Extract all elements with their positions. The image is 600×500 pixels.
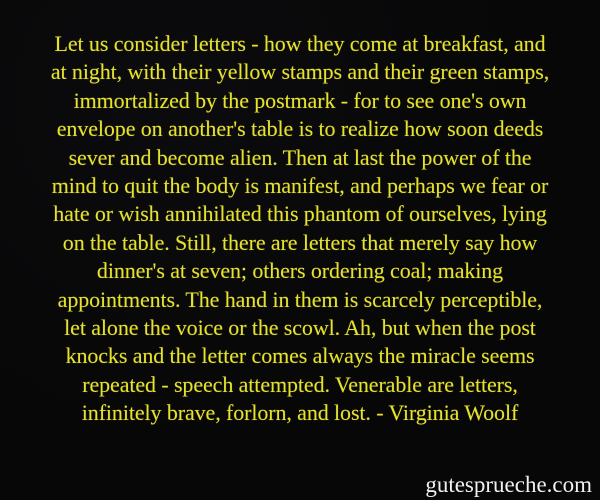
quote-line: mind to quit the body is manifest, and perhaps we fear or: [51, 173, 549, 199]
quote-line: Let us consider letters - how they come at breakfast, and: [54, 31, 546, 56]
quote-line: appointments. The hand in them is scarcely perceptible,: [57, 286, 543, 312]
quote-text-block: [0, 30, 600, 428]
quote-line: repeated - speech attempted. Venerable are letters,: [82, 371, 518, 397]
quote-line: on the table. Still, there are letters that merely say how: [62, 229, 538, 255]
quote-line: envelope on another's table is to realize how soon deeds: [56, 116, 544, 142]
quote-line: hate or wish annihilated this phantom of ourselves, lying: [53, 201, 547, 227]
quote-line: let alone the voice or the scowl. Ah, but when the post: [64, 315, 536, 341]
quote-line: sever and become alien. Then at last the power of the: [68, 144, 532, 170]
quote-line: infinitely brave, forlorn, and lost. - Virginia Woolf: [81, 400, 519, 426]
quote-line: at night, with their yellow stamps and their green stamps,: [50, 59, 550, 85]
quote-line: immortalized by the postmark - for to see one's own: [73, 87, 527, 113]
quote-line: dinner's at seven; others ordering coal; making: [96, 258, 504, 284]
watermark-site-name: gutesprueche.com: [425, 472, 592, 497]
quote-line: knocks and the letter comes always the miracle seems: [65, 343, 535, 369]
